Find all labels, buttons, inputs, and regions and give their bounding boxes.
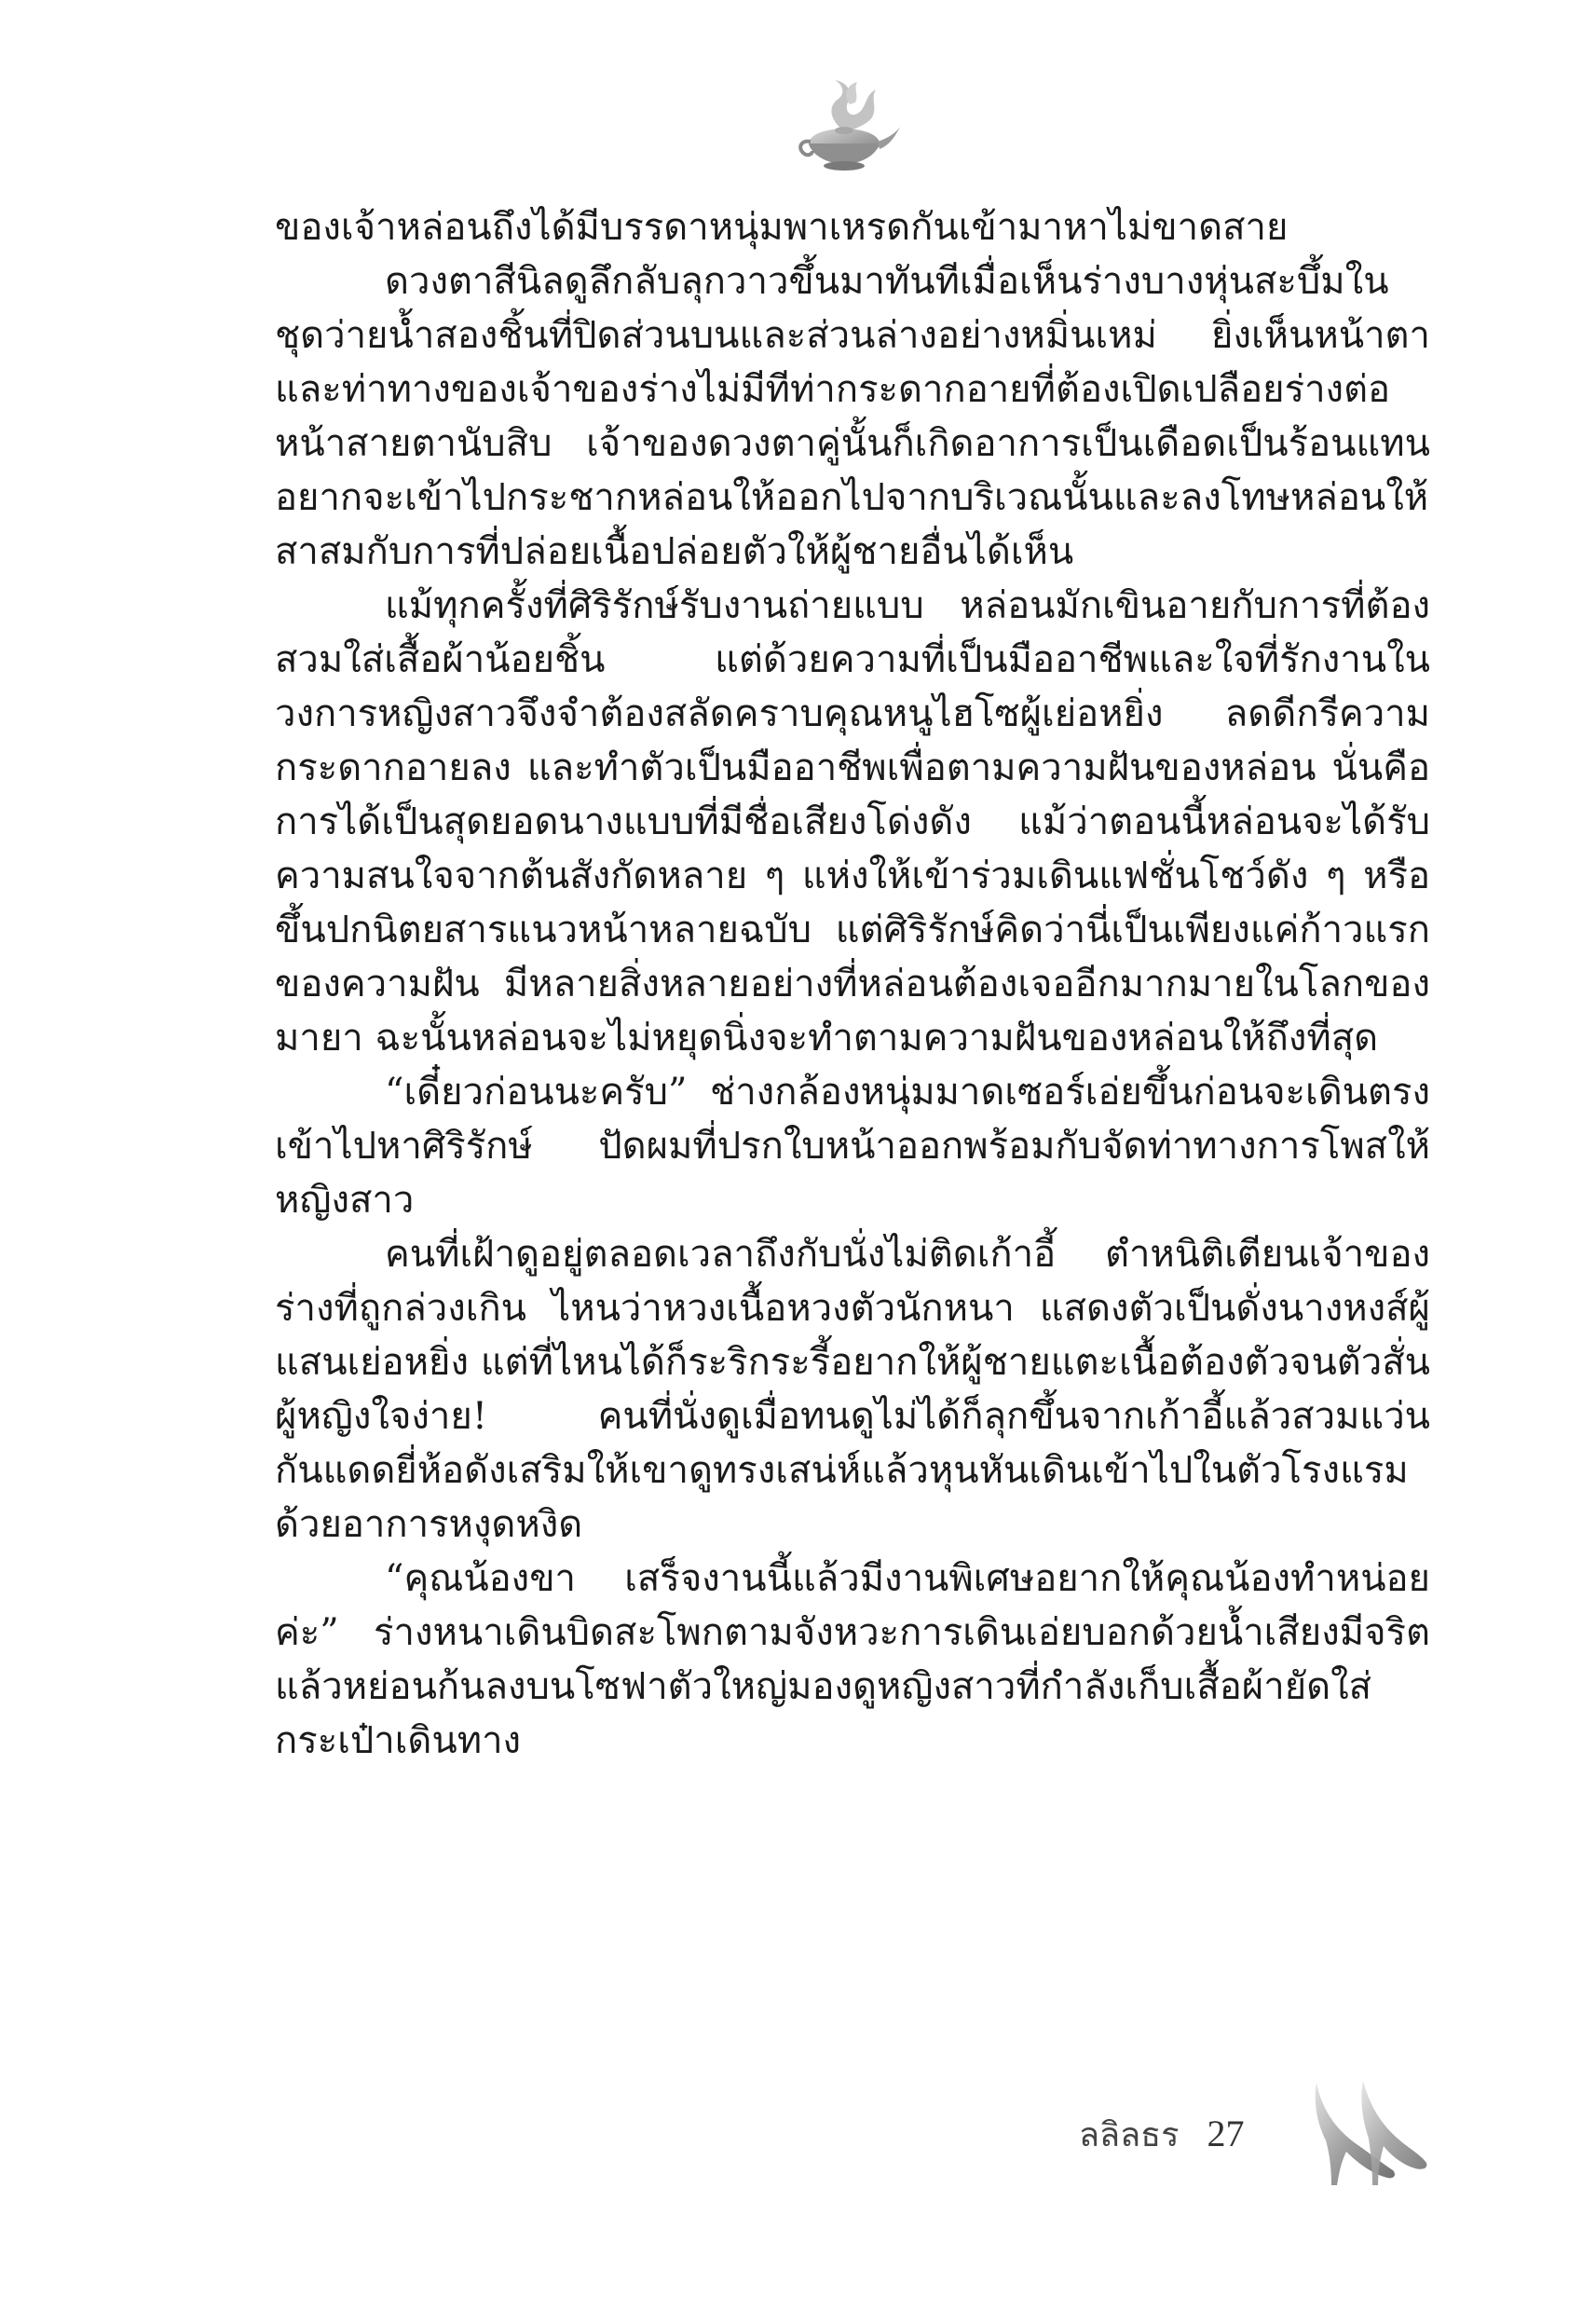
paragraph: “คุณน้องขา เสร็จงานนี้แล้วมีงานพิเศษอยากให้คุณน้องทำหน่อยค่ะ” ร่างหนาเดินบิดสะโพกตามจังหวะการเดินเอ่ยบอกด้วยน้ำเสียงมีจริต แล้วหย่อนก้นลงบนโซฟาตัวใหญ่มองดูหญิงสาวที่กำลังเก็บเสื้อผ้ายัดใส่กระเป๋าเดินทาง [275,1557,1430,1762]
author-name: ลลิลธร [1079,2116,1180,2154]
page-footer [1079,2108,1245,2161]
magic-lamp-ornament-icon [792,67,904,177]
paragraph: คนที่เฝ้าดูอยู่ตลอดเวลาถึงกับนั่งไม่ติดเก้าอี้ ตำหนิติเตียนเจ้าของร่างที่ถูกล่วงเกิน ไหนว่าหวงเนื้อหวงตัวนักหนา แสดงตัวเป็นดั่งนางหงส์ผู้แสนเย่อหยิ่ง แต่ที่ไหนได้ก็ระริกระรี้อยากให้ผู้ชายแตะเนื้อต้องตัวจนตัวสั่น ผู้หญิงใจง่าย! คนที่นั่งดูเมื่อทนดูไม่ได้ก็ลุกขึ้นจากเก้าอี้แล้วสวมแว่นกันแดดยี่ห้อดังเสริมให้เขาดูทรงเสน่ห์แล้วหุนหันเดินเข้าไปในตัวโรงแรมด้วยอาการหงุดหงิด [275,1233,1430,1546]
paragraph: แม้ทุกครั้งที่ศิริรักษ์รับงานถ่ายแบบ หล่อนมักเขินอายกับการที่ต้องสวมใส่เสื้อผ้าน้อยชิ้น แต่ด้วยความที่เป็นมืออาชีพและใจที่รักงานในวงการหญิงสาวจึงจำต้องสลัดคราบคุณหนูไฮโซผู้เย่อหยิ่ง ลดดีกรีความกระดากอายลง และทำตัวเป็นมืออาชีพเพื่อตามความฝันของหล่อน นั่นคือการได้เป็นสุดยอดนางแบบที่มีชื่อเสียงโด่งดัง แม้ว่าตอนนี้หล่อนจะได้รับความสนใจจากต้นสังกัดหลาย ๆ แห่งให้เข้าร่วมเดินแฟชั่นโชว์ดัง ๆ หรือขึ้นปกนิตยสารแนวหน้าหลายฉบับ แต่ศิริรักษ์คิดว่านี่เป็นเพียงแค่ก้าวแรกของความฝัน มีหลายสิ่งหลายอย่างที่หล่อนต้องเจออีกมากมายในโลกของมายา ฉะนั้นหล่อนจะไม่หยุดนิ่งจะทำตามความฝันของหล่อนให้ถึงที่สุด [275,584,1430,1060]
page-number: 27 [1207,2113,1245,2154]
body-text [275,200,1430,1768]
high-heels-icon [1309,2073,1430,2190]
paragraph-continuation: ของเจ้าหล่อนถึงได้มีบรรดาหนุ่มพาเหรดกันเข้ามาหาไม่ขาดสาย [275,206,1289,249]
paragraph: “เดี๋ยวก่อนนะครับ” ช่างกล้องหนุ่มมาดเซอร์เอ่ยขึ้นก่อนจะเดินตรงเข้าไปหาศิริรักษ์ ปัดผมที่ปรกใบหน้าออกพร้อมกับจัดท่าทางการโพสให้หญิงสาว [275,1071,1430,1222]
paragraph: ดวงตาสีนิลดูลึกลับลุกวาวขึ้นมาทันทีเมื่อเห็นร่างบางหุ่นสะบึ้มในชุดว่ายน้ำสองชิ้นที่ปิดส่วนบนและส่วนล่างอย่างหมิ่นเหม่ ยิ่งเห็นหน้าตาและท่าทางของเจ้าของร่างไม่มีทีท่ากระดากอายที่ต้องเปิดเปลือยร่างต่อหน้าสายตานับสิบ เจ้าของดวงตาคู่นั้นก็เกิดอาการเป็นเดือดเป็นร้อนแทน อยากจะเข้าไปกระชากหล่อนให้ออกไปจากบริเวณนั้นและลงโทษหล่อนให้สาสมกับการที่ปล่อยเนื้อปล่อยตัวให้ผู้ชายอื่นได้เห็น [275,260,1430,573]
